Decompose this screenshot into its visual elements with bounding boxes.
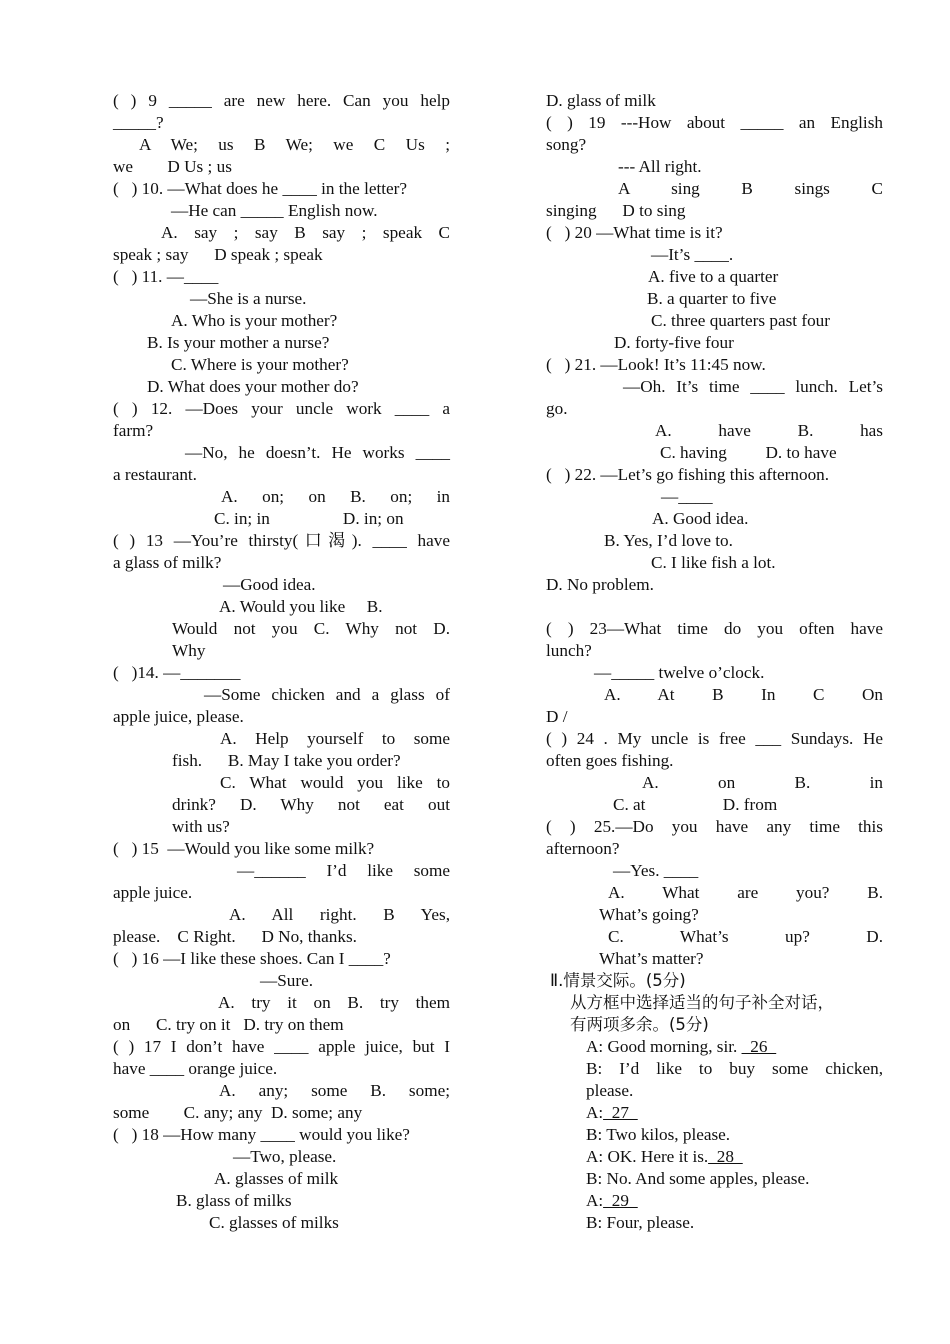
question-line: B. a quarter to five bbox=[647, 289, 777, 308]
question-line: A. Who is your mother? bbox=[171, 311, 338, 330]
question-line: on C. try on it D. try on them bbox=[113, 1015, 344, 1034]
question-line: A. Would you like B. bbox=[219, 597, 383, 616]
dialogue-text: please. bbox=[586, 1081, 634, 1100]
question-line: ( ) 16 —I like these shoes. Can I ____? bbox=[113, 949, 391, 968]
question-line: —No, he doesn’t. He works ____ bbox=[185, 443, 450, 462]
answer-blank: _29_ bbox=[603, 1191, 638, 1210]
question-line: apple juice. bbox=[113, 883, 193, 902]
question-line: ( )14. —_______ bbox=[113, 663, 241, 682]
section-2-instruction: 从方框中选择适当的句子补全对话， bbox=[570, 993, 834, 1012]
question-line: --- All right. bbox=[618, 157, 702, 176]
dialogue-text: B: I’d like to buy some chicken, bbox=[586, 1059, 883, 1078]
right-column bbox=[546, 90, 883, 1234]
dialogue-line bbox=[586, 1058, 883, 1080]
question-line: ( ) 23—What time do you often have bbox=[546, 619, 883, 638]
question-line: ( ) 19 ---How about _____ an English bbox=[546, 113, 883, 132]
question-line: D / bbox=[546, 707, 568, 726]
question-line: —She is a nurse. bbox=[190, 289, 307, 308]
question-line: C. Where is your mother? bbox=[171, 355, 349, 374]
question-line: ( ) 25.—Do you have any time this bbox=[546, 817, 883, 836]
dialogue-line bbox=[586, 1146, 883, 1168]
dialogue bbox=[546, 1036, 883, 1234]
question-line: A. any; some B. some; bbox=[219, 1081, 450, 1100]
section-2 bbox=[546, 970, 883, 1234]
right-question-lines bbox=[546, 90, 883, 970]
question-line: —Sure. bbox=[260, 971, 313, 990]
section-2-instruction: 有两项多余。(5分) bbox=[570, 1015, 709, 1034]
question-line: A. Good idea. bbox=[652, 509, 749, 528]
question-line: ( ) 21. —Look! It’s 11:45 now. bbox=[546, 355, 766, 374]
dialogue-text: A: bbox=[586, 1191, 604, 1210]
question-line: singing D to sing bbox=[546, 201, 686, 220]
question-line: —Oh. It’s time ____ lunch. Let’s bbox=[623, 377, 883, 396]
dialogue-text: A: Good morning, sir. bbox=[586, 1037, 742, 1056]
question-line: drink? D. Why not eat out bbox=[172, 795, 450, 814]
question-line: apple juice, please. bbox=[113, 707, 244, 726]
question-line: ( ) 11. —____ bbox=[113, 267, 219, 286]
question-line: ( ) 24 . My uncle is free ___ Sundays. He bbox=[546, 729, 883, 748]
question-line: some C. any; any D. some; any bbox=[113, 1103, 363, 1122]
question-line: C. three quarters past four bbox=[651, 311, 830, 330]
question-line: A. Help yourself to some bbox=[220, 729, 450, 748]
question-line: B. Is your mother a nurse? bbox=[147, 333, 330, 352]
question-line: C. glasses of milks bbox=[209, 1213, 339, 1232]
question-line: go. bbox=[546, 399, 568, 418]
question-line: B. glass of milks bbox=[176, 1191, 292, 1210]
question-line: ( ) 10. —What does he ____ in the letter? bbox=[113, 179, 408, 198]
question-line: C. in; in D. in; on bbox=[214, 509, 404, 528]
dialogue-text: B: Four, please. bbox=[586, 1213, 695, 1232]
dialogue-text: A: bbox=[586, 1103, 604, 1122]
dialogue-line bbox=[586, 1190, 883, 1212]
question-line: A. say ; say B say ; speak C bbox=[161, 223, 450, 242]
question-line: Would not you C. Why not D. bbox=[172, 619, 450, 638]
question-line: please. C Right. D No, thanks. bbox=[113, 927, 357, 946]
question-line: —Yes. ____ bbox=[613, 861, 699, 880]
dialogue-text: B: Two kilos, please. bbox=[586, 1125, 731, 1144]
question-line: with us? bbox=[172, 817, 230, 836]
question-line: lunch? bbox=[546, 641, 592, 660]
dialogue-text: B: No. And some apples, please. bbox=[586, 1169, 810, 1188]
question-line: —Two, please. bbox=[233, 1147, 337, 1166]
question-line: A. try it on B. try them bbox=[218, 993, 450, 1012]
question-line: fish. B. May I take you order? bbox=[172, 751, 401, 770]
question-line: song? bbox=[546, 135, 587, 154]
question-line: A We; us B We; we C Us ; bbox=[139, 135, 450, 154]
question-line: A. At B In C On bbox=[604, 685, 883, 704]
question-line: a restaurant. bbox=[113, 465, 197, 484]
question-line: A. glasses of milk bbox=[214, 1169, 339, 1188]
question-line: A. five to a quarter bbox=[648, 267, 779, 286]
question-line: _____? bbox=[113, 113, 164, 132]
question-line: What’s matter? bbox=[599, 949, 704, 968]
question-line: D. glass of milk bbox=[546, 91, 656, 110]
question-line: D. What does your mother do? bbox=[147, 377, 359, 396]
question-line: D. forty-five four bbox=[614, 333, 734, 352]
question-line: Why bbox=[172, 641, 206, 660]
question-line: A. on; on B. on; in bbox=[221, 487, 450, 506]
dialogue-line bbox=[586, 1102, 883, 1124]
question-line: A. What are you? B. bbox=[608, 883, 883, 902]
dialogue-line bbox=[586, 1124, 883, 1146]
dialogue-line bbox=[586, 1168, 883, 1190]
question-line: C. What would you like to bbox=[220, 773, 450, 792]
left-column bbox=[113, 90, 450, 1234]
question-line: C. I like fish a lot. bbox=[651, 553, 776, 572]
question-line: —It’s ____. bbox=[651, 245, 734, 264]
question-line: afternoon? bbox=[546, 839, 620, 858]
question-line: D. No problem. bbox=[546, 575, 654, 594]
question-line: —Some chicken and a glass of bbox=[204, 685, 450, 704]
question-line: A. All right. B Yes, bbox=[229, 905, 450, 924]
question-line: A sing B sings C bbox=[618, 179, 883, 198]
question-line: a glass of milk? bbox=[113, 553, 222, 572]
question-line: ( ) 15 —Would you like some milk? bbox=[113, 839, 375, 858]
question-line: farm? bbox=[113, 421, 154, 440]
dialogue-line bbox=[586, 1080, 883, 1102]
question-line: —Good idea. bbox=[223, 575, 316, 594]
question-line bbox=[546, 596, 883, 618]
question-line: often goes fishing. bbox=[546, 751, 674, 770]
dialogue-text: A: OK. Here it is. bbox=[586, 1147, 709, 1166]
dialogue-line bbox=[586, 1212, 883, 1234]
question-line: C. at D. from bbox=[613, 795, 778, 814]
question-line: —____ bbox=[661, 487, 713, 506]
question-line: ( ) 20 —What time is it? bbox=[546, 223, 723, 242]
question-line: ( ) 22. —Let’s go fishing this afternoon. bbox=[546, 465, 830, 484]
question-line: ( ) 13 —You’re thirsty(口渴). ____ have bbox=[113, 531, 450, 550]
question-line: speak ; say D speak ; speak bbox=[113, 245, 323, 264]
question-line: C. What’s up? D. bbox=[608, 927, 883, 946]
question-line: C. having D. to have bbox=[660, 443, 837, 462]
question-line: —He can _____ English now. bbox=[171, 201, 378, 220]
question-line: we D Us ; us bbox=[113, 157, 232, 176]
section-2-heading: Ⅱ.情景交际。(5分) bbox=[550, 971, 686, 990]
question-line: What’s going? bbox=[599, 905, 699, 924]
question-line: have ____ orange juice. bbox=[113, 1059, 278, 1078]
question-line: ( ) 17 I don’t have ____ apple juice, but I bbox=[113, 1037, 450, 1056]
question-line: —_____ twelve o’clock. bbox=[594, 663, 765, 682]
question-line: A. have B. has bbox=[655, 421, 883, 440]
question-line: —______ I’d like some bbox=[237, 861, 450, 880]
question-line: ( ) 18 —How many ____ would you like? bbox=[113, 1125, 410, 1144]
question-line: ( ) 12. —Does your uncle work ____ a bbox=[113, 399, 450, 418]
question-line: B. Yes, I’d love to. bbox=[604, 531, 733, 550]
answer-blank: _26_ bbox=[741, 1037, 777, 1056]
answer-blank: _27_ bbox=[603, 1103, 638, 1122]
question-line: A. on B. in bbox=[642, 773, 883, 792]
dialogue-line bbox=[586, 1036, 883, 1058]
answer-blank: _28_ bbox=[708, 1147, 743, 1166]
question-line: ( ) 9 _____ are new here. Can you help bbox=[113, 91, 450, 110]
